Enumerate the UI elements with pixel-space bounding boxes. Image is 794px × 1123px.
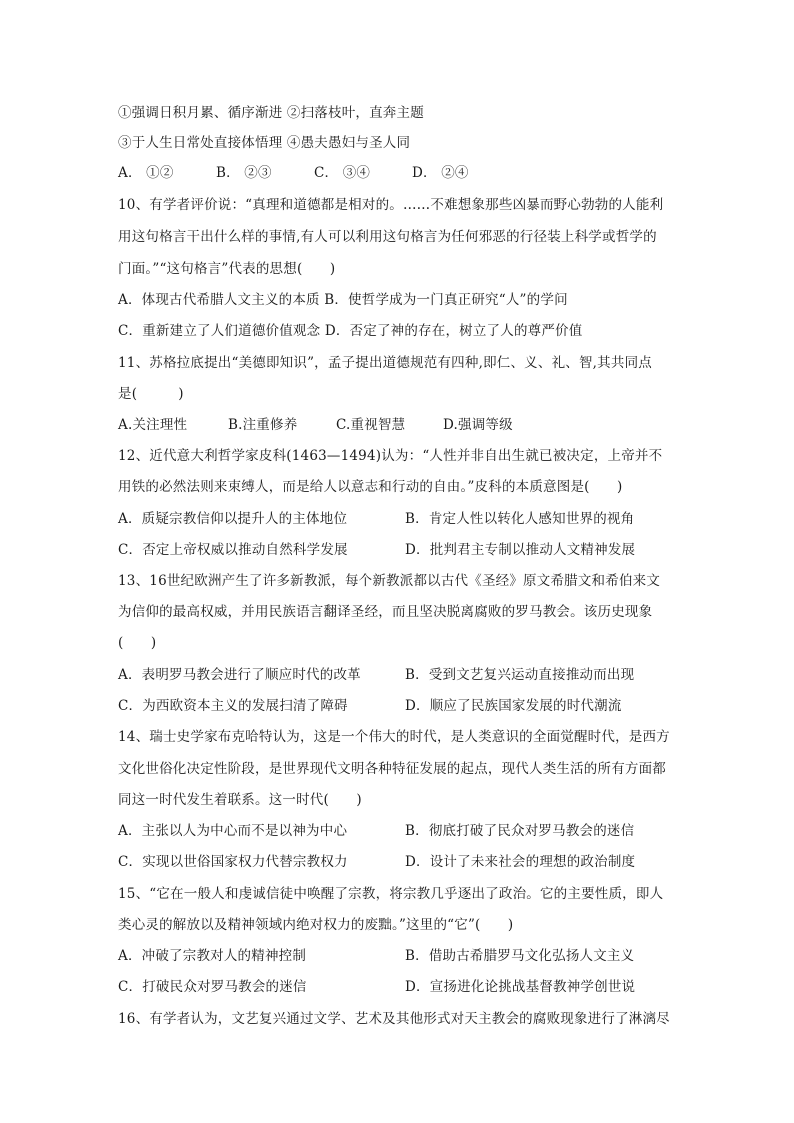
- q9-option-a[interactable]: A． ①②: [118, 165, 174, 181]
- q12-option-c[interactable]: C．否定上帝权威以推动自然科学发展: [118, 542, 348, 558]
- q13-option-a[interactable]: A．表明罗马教会进行了顺应时代的改革: [118, 667, 361, 683]
- q12-option-b[interactable]: B．肯定人性以转化人感知世界的视角: [405, 511, 635, 527]
- q13-stem-2: 为信仰的最高权威，并用民族语言翻译圣经，而且坚决脱离腐败的罗马教会。该历史现象: [118, 604, 653, 620]
- q14-stem-2: 文化世俗化决定性阶段，是世界现代文明各种特征发展的起点，现代人类生活的所有方面都: [118, 761, 666, 777]
- q15-stem-1: 15、“它在一般人和虔诚信徒中唤醒了宗教，将宗教几乎逐出了政治。它的主要性质，即人: [118, 886, 664, 902]
- q14-option-a[interactable]: A．主张以人为中心而不是以神为中心: [118, 823, 348, 839]
- q11-option-d[interactable]: D.强调等级: [443, 417, 513, 433]
- q11-stem-1: 11、苏格拉底提出“美德即知识”，孟子提出道德规范有四种,即仁、义、礼、智,其共同点: [118, 355, 652, 371]
- q11-stem-2: 是( ): [118, 386, 184, 402]
- q9-option-c[interactable]: C． ③④: [314, 165, 371, 181]
- q9-option-b[interactable]: B． ②③: [216, 165, 272, 181]
- q14-option-d[interactable]: D．设计了未来社会的理想的政治制度: [405, 854, 636, 870]
- q13-option-c[interactable]: C．为西欧资本主义的发展扫清了障碍: [118, 698, 348, 714]
- q12-stem-2: 用铁的必然法则来束缚人，而是给人以意志和行动的自由。”皮科的本质意图是( ): [118, 479, 623, 495]
- q14-stem-3: 同这一时代发生着联系。这一时代( ): [118, 792, 362, 808]
- q16-stem-1: 16、有学者认为，文艺复兴通过文学、艺术及其他形式对天主教会的腐败现象进行了淋漓尽: [118, 1011, 670, 1027]
- q13-stem-3: ( ): [118, 635, 157, 651]
- q12-option-a[interactable]: A．质疑宗教信仰以提升人的主体地位: [118, 511, 348, 527]
- q15-option-b[interactable]: B．借助古希腊罗马文化弘扬人文主义: [405, 948, 635, 964]
- q15-option-a[interactable]: A．冲破了宗教对人的精神控制: [118, 948, 307, 964]
- q13-stem-1: 13、16世纪欧洲产生了许多新教派，每个新教派都以古代《圣经》原文希腊文和希伯来文: [118, 573, 661, 589]
- q11-option-b[interactable]: B.注重修养: [228, 417, 298, 433]
- q10-stem-2: 用这句格言干出什么样的事情,有人可以利用这句格言为任何邪恶的行径装上科学或哲学的: [118, 229, 657, 245]
- q12-stem-1: 12、近代意大利哲学家皮科(1463—1494)认为：“人性并非自出生就已被决定，上帝并不: [118, 448, 663, 464]
- q13-option-d[interactable]: D．顺应了民族国家发展的时代潮流: [405, 698, 622, 714]
- q9-statements-2: ③于人生日常处直接体悟理 ④愚夫愚妇与圣人同: [118, 135, 411, 151]
- q10-stem-1: 10、有学者评价说：“真理和道德都是相对的。……不难想象那些凶暴而野心勃勃的人能利: [118, 197, 664, 213]
- q15-option-d[interactable]: D．宣扬进化论挑战基督教神学创世说: [405, 979, 636, 995]
- q14-option-b[interactable]: B．彻底打破了民众对罗马教会的迷信: [405, 823, 635, 839]
- q10-options-cd[interactable]: C．重新建立了人们道德价值观念 D．否定了神的存在，树立了人的尊严价值: [118, 323, 583, 339]
- q14-stem-1: 14、瑞士史学家布克哈特认为，这是一个伟大的时代，是人类意识的全面觉醒时代，是西方: [118, 729, 670, 745]
- q14-option-c[interactable]: C．实现以世俗国家权力代替宗教权力: [118, 854, 348, 870]
- q9-option-d[interactable]: D． ②④: [412, 165, 469, 181]
- q10-options-ab[interactable]: A．体现古代希腊人文主义的本质 B．使哲学成为一门真正研究“人”的学问: [118, 292, 568, 308]
- q15-option-c[interactable]: C．打破民众对罗马教会的迷信: [118, 979, 307, 995]
- q13-option-b[interactable]: B．受到文艺复兴运动直接推动而出现: [405, 667, 635, 683]
- q11-option-a[interactable]: A.关注理性: [118, 417, 188, 433]
- q11-option-c[interactable]: C.重视智慧: [336, 417, 406, 433]
- q15-stem-2: 类心灵的解放以及精神领域内绝对权力的废黜。”这里的“它”( ): [118, 917, 514, 933]
- q12-option-d[interactable]: D．批判君主专制以推动人文精神发展: [405, 542, 636, 558]
- q9-statements-1: ①强调日积月累、循序渐进 ②扫落枝叶，直奔主题: [118, 105, 424, 121]
- q10-stem-3: 门面。”“这句格言”代表的思想( ): [118, 261, 336, 277]
